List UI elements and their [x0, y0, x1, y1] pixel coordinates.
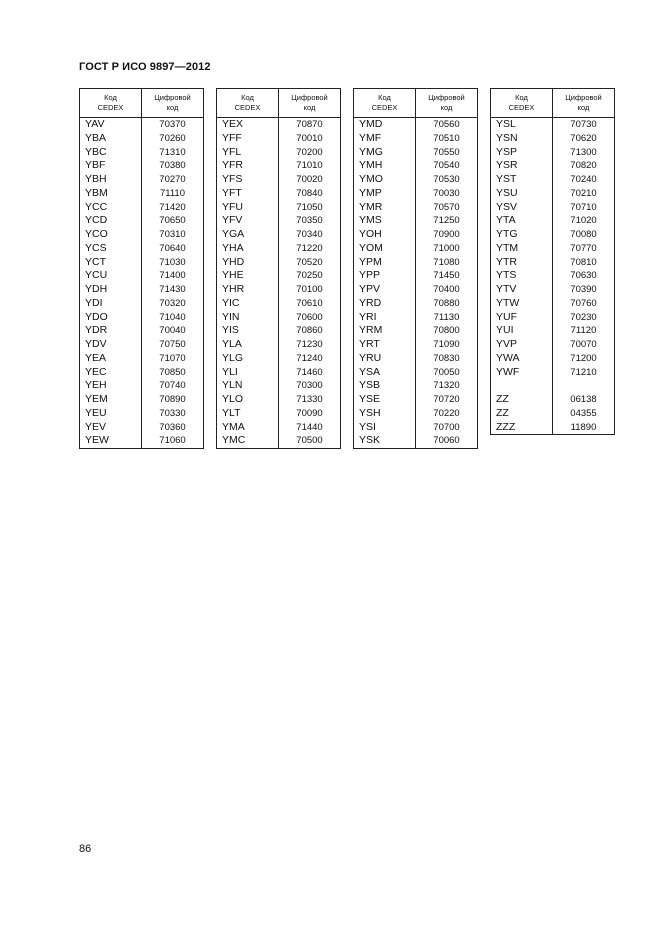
numeric-code: 70240 [553, 173, 615, 187]
table-row [354, 201, 478, 215]
numeric-code: 04355 [553, 407, 615, 421]
numeric-code: 70010 [279, 132, 341, 146]
numeric-code: 70500 [279, 434, 341, 448]
cedex-code [491, 379, 553, 393]
numeric-code: 70870 [279, 118, 341, 132]
cedex-code: YSK [354, 434, 416, 448]
cedex-code: YEU [80, 407, 142, 421]
table-row [80, 269, 204, 283]
table-row [354, 434, 478, 448]
table-row [80, 201, 204, 215]
cedex-code: YST [491, 173, 553, 187]
cedex-code: YCD [80, 214, 142, 228]
numeric-code: 70300 [279, 379, 341, 393]
table-row [354, 228, 478, 242]
cedex-code: YHR [217, 283, 279, 297]
cedex-code: YBM [80, 187, 142, 201]
numeric-code: 70740 [142, 379, 204, 393]
cedex-code: YDO [80, 311, 142, 325]
cedex-code: YOM [354, 242, 416, 256]
numeric-code: 71040 [142, 311, 204, 325]
table-row [491, 311, 615, 325]
table-row [491, 159, 615, 173]
cedex-code: YTA [491, 214, 553, 228]
cedex-code: YTW [491, 297, 553, 311]
table-row [217, 201, 341, 215]
cedex-table-4 [490, 88, 615, 435]
numeric-code: 70570 [416, 201, 478, 215]
table-row [354, 146, 478, 160]
cedex-code: YTS [491, 269, 553, 283]
cedex-code: YRD [354, 297, 416, 311]
table-row [80, 324, 204, 338]
table-row [354, 379, 478, 393]
table-row [217, 297, 341, 311]
cedex-code: YRT [354, 338, 416, 352]
numeric-code [553, 379, 615, 393]
numeric-code: 70530 [416, 173, 478, 187]
numeric-code: 71020 [553, 214, 615, 228]
table-row [80, 187, 204, 201]
table-row [80, 366, 204, 380]
cedex-code: YLO [217, 393, 279, 407]
table-row [354, 214, 478, 228]
table-row [354, 407, 478, 421]
cedex-code: YSE [354, 393, 416, 407]
cedex-code: YMP [354, 187, 416, 201]
table-row [217, 228, 341, 242]
numeric-code: 71060 [142, 434, 204, 448]
numeric-code: 70400 [416, 283, 478, 297]
cedex-code: YMS [354, 214, 416, 228]
cedex-code: YCS [80, 242, 142, 256]
table-row [354, 283, 478, 297]
table-row [217, 132, 341, 146]
table-row [80, 146, 204, 160]
cedex-code: YBH [80, 173, 142, 187]
cedex-table-2 [216, 88, 341, 449]
table-row [491, 297, 615, 311]
numeric-code: 70230 [553, 311, 615, 325]
numeric-code: 71450 [416, 269, 478, 283]
cedex-code: YDH [80, 283, 142, 297]
cedex-code: YSV [491, 201, 553, 215]
table-row [354, 297, 478, 311]
table-row [217, 379, 341, 393]
cedex-code: YMF [354, 132, 416, 146]
cedex-code: YLI [217, 366, 279, 380]
table-row [354, 324, 478, 338]
cedex-code: YIC [217, 297, 279, 311]
cedex-code: YSI [354, 421, 416, 435]
table-row [80, 434, 204, 448]
numeric-code: 70760 [553, 297, 615, 311]
cedex-code: YUI [491, 324, 553, 338]
cedex-code: YSB [354, 379, 416, 393]
column-header-code: Код CEDEX [217, 89, 279, 118]
cedex-code: YMG [354, 146, 416, 160]
table-row [491, 393, 615, 407]
numeric-code: 70390 [553, 283, 615, 297]
numeric-code: 70030 [416, 187, 478, 201]
page-number: 86 [79, 843, 92, 855]
numeric-code: 70330 [142, 407, 204, 421]
cedex-code: YEV [80, 421, 142, 435]
table-row [80, 283, 204, 297]
cedex-table-3 [353, 88, 478, 449]
cedex-code: YEC [80, 366, 142, 380]
table-row [80, 297, 204, 311]
numeric-code: 71090 [416, 338, 478, 352]
table-row [491, 269, 615, 283]
table-row [80, 242, 204, 256]
numeric-code: 71430 [142, 283, 204, 297]
numeric-code: 70060 [416, 434, 478, 448]
numeric-code: 70370 [142, 118, 204, 132]
cedex-code: YFL [217, 146, 279, 160]
table-row [354, 173, 478, 187]
table-row [491, 201, 615, 215]
numeric-code: 71210 [553, 366, 615, 380]
numeric-code: 70270 [142, 173, 204, 187]
cedex-code: YTV [491, 283, 553, 297]
table-row [491, 338, 615, 352]
table-row [354, 421, 478, 435]
numeric-code: 70710 [553, 201, 615, 215]
numeric-code: 70620 [553, 132, 615, 146]
table-row [491, 187, 615, 201]
table-row [217, 352, 341, 366]
numeric-code: 70220 [416, 407, 478, 421]
table-row [354, 187, 478, 201]
cedex-code: YIN [217, 311, 279, 325]
table-row [217, 118, 341, 132]
numeric-code: 70770 [553, 242, 615, 256]
cedex-code: YPM [354, 256, 416, 270]
numeric-code: 71440 [279, 421, 341, 435]
numeric-code: 71050 [279, 201, 341, 215]
table-row [80, 407, 204, 421]
cedex-code: YEH [80, 379, 142, 393]
table-row [80, 118, 204, 132]
numeric-code: 70380 [142, 159, 204, 173]
cedex-code: YTG [491, 228, 553, 242]
cedex-code: YSU [491, 187, 553, 201]
numeric-code: 70560 [416, 118, 478, 132]
table-row [491, 352, 615, 366]
table-row [217, 159, 341, 173]
numeric-code: 70210 [553, 187, 615, 201]
numeric-code: 70840 [279, 187, 341, 201]
table-row [217, 338, 341, 352]
numeric-code: 70520 [279, 256, 341, 270]
numeric-code: 71220 [279, 242, 341, 256]
numeric-code: 70650 [142, 214, 204, 228]
table-row [80, 338, 204, 352]
numeric-code: 70820 [553, 159, 615, 173]
cedex-code: ZZZ [491, 421, 553, 435]
numeric-code: 70090 [279, 407, 341, 421]
numeric-code: 70850 [142, 366, 204, 380]
numeric-code: 71110 [142, 187, 204, 201]
numeric-code: 70640 [142, 242, 204, 256]
numeric-code: 70200 [279, 146, 341, 160]
column-header-numeric: Цифровой код [279, 89, 341, 118]
cedex-code: YTM [491, 242, 553, 256]
numeric-code: 70510 [416, 132, 478, 146]
numeric-code: 70880 [416, 297, 478, 311]
numeric-code: 70340 [279, 228, 341, 242]
numeric-code: 71030 [142, 256, 204, 270]
table-row [80, 228, 204, 242]
table-row [80, 393, 204, 407]
cedex-code: YTR [491, 256, 553, 270]
column-header-code: Код CEDEX [354, 89, 416, 118]
table-row [491, 324, 615, 338]
cedex-code: YBF [80, 159, 142, 173]
numeric-code: 70320 [142, 297, 204, 311]
numeric-code: 71310 [142, 146, 204, 160]
numeric-code: 70750 [142, 338, 204, 352]
cedex-code: YLG [217, 352, 279, 366]
cedex-code: YFF [217, 132, 279, 146]
numeric-code: 70020 [279, 173, 341, 187]
table-row [354, 118, 478, 132]
numeric-code: 70070 [553, 338, 615, 352]
cedex-code: YEM [80, 393, 142, 407]
numeric-code: 71010 [279, 159, 341, 173]
numeric-code: 71330 [279, 393, 341, 407]
table-row [217, 256, 341, 270]
table-row [217, 173, 341, 187]
cedex-code: YMA [217, 421, 279, 435]
numeric-code: 71120 [553, 324, 615, 338]
table-row [491, 228, 615, 242]
numeric-code: 71240 [279, 352, 341, 366]
cedex-code: ZZ [491, 393, 553, 407]
numeric-code: 70900 [416, 228, 478, 242]
table-row [491, 242, 615, 256]
numeric-code: 70860 [279, 324, 341, 338]
table-row [217, 214, 341, 228]
cedex-code: YHE [217, 269, 279, 283]
numeric-code: 70100 [279, 283, 341, 297]
numeric-code: 70250 [279, 269, 341, 283]
table-row [491, 256, 615, 270]
cedex-code: YMD [354, 118, 416, 132]
cedex-code: YWF [491, 366, 553, 380]
table-row [354, 338, 478, 352]
cedex-code: YFT [217, 187, 279, 201]
table-row [80, 311, 204, 325]
table-row [80, 352, 204, 366]
cedex-code: YSN [491, 132, 553, 146]
cedex-code: YEA [80, 352, 142, 366]
cedex-code: YRU [354, 352, 416, 366]
table-row [354, 269, 478, 283]
numeric-code: 70040 [142, 324, 204, 338]
numeric-code: 70260 [142, 132, 204, 146]
cedex-code: YOH [354, 228, 416, 242]
document-title: ГОСТ Р ИСО 9897—2012 [79, 61, 211, 73]
cedex-code: YHD [217, 256, 279, 270]
table-row [354, 393, 478, 407]
cedex-code: YAV [80, 118, 142, 132]
cedex-code: YSR [491, 159, 553, 173]
table-row [354, 311, 478, 325]
column-header-numeric: Цифровой код [416, 89, 478, 118]
numeric-code: 71460 [279, 366, 341, 380]
table-row [80, 421, 204, 435]
numeric-code: 70350 [279, 214, 341, 228]
column-header-code: Код CEDEX [491, 89, 553, 118]
numeric-code: 06138 [553, 393, 615, 407]
cedex-code: YFV [217, 214, 279, 228]
cedex-code: YBA [80, 132, 142, 146]
table-row [217, 187, 341, 201]
numeric-code: 70730 [553, 118, 615, 132]
numeric-code: 70050 [416, 366, 478, 380]
cedex-code: YRI [354, 311, 416, 325]
cedex-code: YSL [491, 118, 553, 132]
table-row [217, 146, 341, 160]
numeric-code: 70550 [416, 146, 478, 160]
cedex-code: YSP [491, 146, 553, 160]
numeric-code: 71420 [142, 201, 204, 215]
table-row [217, 407, 341, 421]
cedex-code: YMO [354, 173, 416, 187]
table-row [217, 366, 341, 380]
cedex-code: YMH [354, 159, 416, 173]
numeric-code: 70630 [553, 269, 615, 283]
numeric-code: 71080 [416, 256, 478, 270]
cedex-code: YPP [354, 269, 416, 283]
numeric-code: 70800 [416, 324, 478, 338]
table-row [217, 324, 341, 338]
table-row [354, 159, 478, 173]
numeric-code: 71070 [142, 352, 204, 366]
table-row [491, 173, 615, 187]
table-row [491, 146, 615, 160]
table-row [80, 159, 204, 173]
numeric-code: 71200 [553, 352, 615, 366]
table-row [217, 269, 341, 283]
table-row [217, 434, 341, 448]
numeric-code: 70360 [142, 421, 204, 435]
numeric-code: 11890 [553, 421, 615, 435]
numeric-code: 71130 [416, 311, 478, 325]
column-header-numeric: Цифровой код [553, 89, 615, 118]
numeric-code: 71230 [279, 338, 341, 352]
numeric-code: 71300 [553, 146, 615, 160]
cedex-code: YFU [217, 201, 279, 215]
cedex-code: YLA [217, 338, 279, 352]
cedex-code: YPV [354, 283, 416, 297]
cedex-code: ZZ [491, 407, 553, 421]
cedex-code: YSA [354, 366, 416, 380]
numeric-code: 70810 [553, 256, 615, 270]
cedex-code: YCU [80, 269, 142, 283]
numeric-code: 71000 [416, 242, 478, 256]
cedex-code: YGA [217, 228, 279, 242]
table-row [491, 214, 615, 228]
table-row [354, 366, 478, 380]
cedex-code: YHA [217, 242, 279, 256]
cedex-code: YFS [217, 173, 279, 187]
cedex-code: YIS [217, 324, 279, 338]
cedex-code: YDI [80, 297, 142, 311]
column-header-numeric: Цифровой код [142, 89, 204, 118]
cedex-code: YRM [354, 324, 416, 338]
cedex-code: YLN [217, 379, 279, 393]
table-row [491, 132, 615, 146]
cedex-code: YEW [80, 434, 142, 448]
cedex-code: YCC [80, 201, 142, 215]
table-row [80, 173, 204, 187]
cedex-code: YCO [80, 228, 142, 242]
table-row [354, 132, 478, 146]
table-row [80, 256, 204, 270]
table-row [491, 283, 615, 297]
table-row [80, 214, 204, 228]
table-row [354, 256, 478, 270]
numeric-code: 70890 [142, 393, 204, 407]
cedex-code: YMC [217, 434, 279, 448]
numeric-code: 70540 [416, 159, 478, 173]
table-row [217, 242, 341, 256]
numeric-code: 70830 [416, 352, 478, 366]
cedex-code: YWA [491, 352, 553, 366]
table-row [354, 352, 478, 366]
numeric-code: 71320 [416, 379, 478, 393]
cedex-code: YUF [491, 311, 553, 325]
numeric-code: 71400 [142, 269, 204, 283]
numeric-code: 70310 [142, 228, 204, 242]
cedex-code: YEX [217, 118, 279, 132]
numeric-code: 71250 [416, 214, 478, 228]
cedex-code: YCT [80, 256, 142, 270]
table-row [217, 283, 341, 297]
cedex-code: YSH [354, 407, 416, 421]
table-row [80, 132, 204, 146]
numeric-code: 70610 [279, 297, 341, 311]
table-row [217, 393, 341, 407]
numeric-code: 70600 [279, 311, 341, 325]
cedex-code: YMR [354, 201, 416, 215]
cedex-code: YBC [80, 146, 142, 160]
cedex-code: YDR [80, 324, 142, 338]
table-row [491, 118, 615, 132]
numeric-code: 70700 [416, 421, 478, 435]
cedex-code: YLT [217, 407, 279, 421]
numeric-code: 70720 [416, 393, 478, 407]
table-row [217, 311, 341, 325]
table-row [491, 407, 615, 421]
table-row [491, 379, 615, 393]
table-row [491, 421, 615, 435]
column-header-code: Код CEDEX [80, 89, 142, 118]
table-row [491, 366, 615, 380]
table-row [217, 421, 341, 435]
numeric-code: 70080 [553, 228, 615, 242]
table-row [354, 242, 478, 256]
cedex-code: YDV [80, 338, 142, 352]
cedex-code: YFR [217, 159, 279, 173]
cedex-table-1 [79, 88, 204, 449]
cedex-code: YVP [491, 338, 553, 352]
table-row [80, 379, 204, 393]
